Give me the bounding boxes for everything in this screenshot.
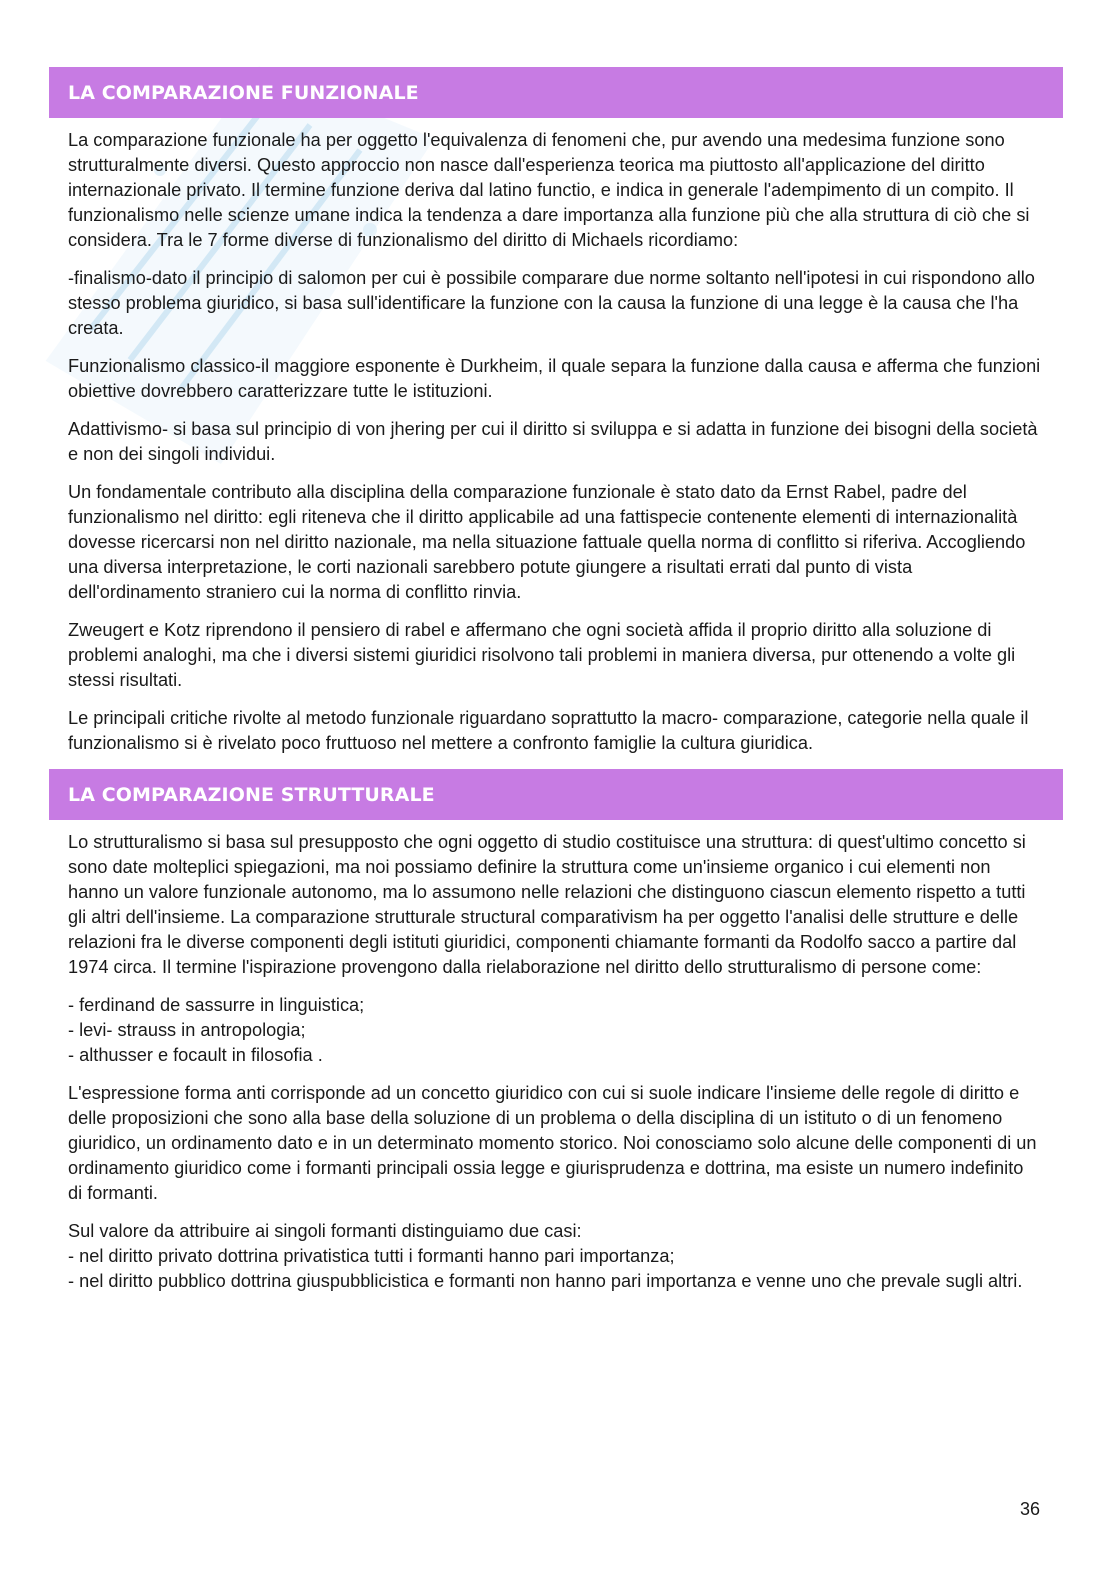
cases-intro: Sul valore da attribuire ai singoli formanti distinguiamo due casi: — [68, 1221, 582, 1241]
influences-list — [68, 993, 1042, 1068]
paragraph: Le principali critiche rivolte al metodo funzionale riguardano soprattutto la macro- comparazione, categorie nella quale il funzionalismo si è rivelato poco fruttuoso nel mettere a confronto famiglie la cultura giuridica. — [68, 708, 1029, 753]
cases-list — [68, 1219, 1042, 1294]
section-body-strutturale — [49, 820, 1063, 1294]
list-item: - althusser e focault in filosofia . — [68, 1045, 323, 1065]
section-title: LA COMPARAZIONE STRUTTURALE — [68, 783, 435, 806]
document-page — [49, 67, 1063, 1307]
paragraph: Lo strutturalismo si basa sul presupposto che ogni oggetto di studio costituisce una struttura: di quest'ultimo concetto si sono date molteplici spiegazioni, ma noi possiamo definire la struttura come un'insieme organico i cui elementi non hanno un valore funzionale autonomo, ma lo assumono nelle relazioni che distinguono ciascun elemento rispetto a tutti gli altri dell'insieme. La comparazione strutturale structural comparativism ha per oggetto l'analisi delle strutture e delle relazioni fra le diverse componenti degli istituti giuridici, componenti chiamante formanti da Rodolfo sacco a partire dal 1974 circa. Il termine l'ispirazione provengono dalla rielaborazione nel diritto dello strutturalismo di persone come: — [68, 832, 1026, 977]
paragraph: Un fondamentale contributo alla disciplina della comparazione funzionale è stato dato da Ernst Rabel, padre del funzionalismo nel diritto: egli riteneva che il diritto applicabile ad una fattispecie contenente elementi di internazionalità dovesse ricercarsi non nel diritto nazionale, ma nella situazione fattuale quella norma di conflitto si riferiva. Accogliendo una diversa interpretazione, le corti nazionali sarebbero potute giungere a risultati errati dal punto di vista dell'ordinamento straniero cui la norma di conflitto rinvia. — [68, 482, 1026, 602]
list-item: - ferdinand de sassurre in linguistica; — [68, 995, 365, 1015]
section-header-strutturale — [49, 769, 1063, 820]
list-item: - levi- strauss in antropologia; — [68, 1020, 306, 1040]
paragraph: Adattivismo- si basa sul principio di von jhering per cui il diritto si sviluppa e si adatta in funzione dei bisogni della società e non dei singoli individui. — [68, 419, 1038, 464]
list-item: - nel diritto privato dottrina privatistica tutti i formanti hanno pari importanza; — [68, 1246, 675, 1266]
paragraph: L'espressione forma anti corrisponde ad un concetto giuridico con cui si suole indicare l'insieme delle regole di diritto e delle proposizioni che sono alla base della soluzione di un problema o della disciplina di un istituto o di un fenomeno giuridico, un ordinamento dato e in un determinato momento storico. Noi conosciamo solo alcune delle componenti di un ordinamento giuridico come i formanti principali ossia legge e giurisprudenza e dottrina, ma esiste un numero indefinito di formanti. — [68, 1083, 1037, 1203]
paragraph: La comparazione funzionale ha per oggetto l'equivalenza di fenomeni che, pur avendo una medesima funzione sono strutturalmente diversi. Questo approccio non nasce dall'esperienza teorica ma piuttosto all'applicazione del diritto internazionale privato. Il termine funzione deriva dal latino functio, e indica in generale l'adempimento di un compito. Il funzionalismo nelle scienze umane indica la tendenza a dare importanza alla funzione più che alla struttura di ciò che si considera. Tra le 7 forme diverse di funzionalismo del diritto di Michaels ricordiamo: — [68, 130, 1030, 250]
section-body-funzionale — [49, 118, 1063, 756]
paragraph: Zweugert e Kotz riprendono il pensiero di rabel e affermano che ogni società affida il proprio diritto alla soluzione di problemi analoghi, ma che i diversi sistemi giuridici risolvono tali problemi in maniera diversa, pur ottenendo a volte gli stessi risultati. — [68, 620, 1016, 690]
paragraph: Funzionalismo classico-il maggiore esponente è Durkheim, il quale separa la funzione dalla causa e afferma che funzioni obiettive dovrebbero caratterizzare tutte le istituzioni. — [68, 356, 1041, 401]
section-header-funzionale — [49, 67, 1063, 118]
list-item: - nel diritto pubblico dottrina giuspubblicistica e formanti non hanno pari importanza e venne uno che prevale sugli altri. — [68, 1271, 1023, 1291]
section-title: LA COMPARAZIONE FUNZIONALE — [68, 81, 419, 104]
page-number: 36 — [1020, 1499, 1041, 1519]
paragraph: -finalismo-dato il principio di salomon per cui è possibile comparare due norme soltanto nell'ipotesi in cui rispondono allo stesso problema giuridico, si basa sull'identificare la funzione con la causa la funzione di una legge è la causa che l'ha creata. — [68, 268, 1035, 338]
